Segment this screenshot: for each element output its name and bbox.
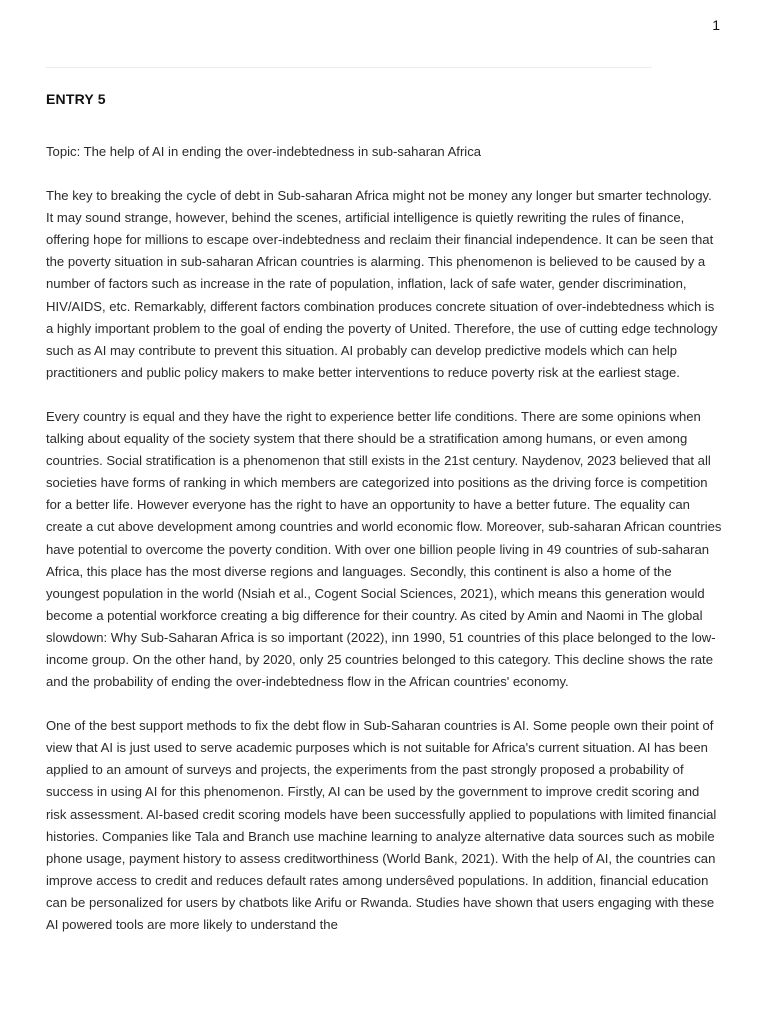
body-paragraph-3: One of the best support methods to fix the debt flow in Sub-Saharan countries is AI. Some people own their point of view that AI is just used to serve academic purposes which is not suitable for Africa's current situation. AI has been applied to an amount of surveys and projects, the experiments from the past strongly proposed a probability of success in using AI for this phenomenon. Firstly, AI can be used by the government to improve credit scoring and risk assessment. AI-based credit scoring models have been successfully applied to populations with limited financial histories. Companies like Tala and Branch use machine learning to analyze alternative data sources such as mobile phone usage, payment history to assess creditworthiness (World Bank, 2021). With the help of AI, the countries can improve access to credit and reduces default rates among undersêved populations. In addition, financial education can be personalized for users by chatbots like Arifu or Rwanda. Studies have shown that users engaging with these AI powered tools are more likely to understand the: [46, 718, 717, 932]
body-paragraph-2: Every country is equal and they have the right to experience better life conditions. There are some opinions when talking about equality of the society system that there should be a stratification among humans, or even among countries. Social stratification is a phenomenon that still exists in the 21st century. Naydenov, 2023 believed that all societies have forms of ranking in which members are categorized into positions as the driving force is competition for a better life. However everyone has the right to have an opportunity to have a better future. The equality can create a cut above development among countries and world economic flow. Moreover, sub-saharan African countries have potential to overcome the poverty condition. With over one billion people living in 49 countries of sub-saharan Africa, this place has the most diverse regions and languages. Secondly, this continent is also a home of the youngest population in the world (Nsiah et al., Cogent Social Sciences, 2021), which means this generation would become a potential workforce creating a big difference for their country. As cited by Amin and Naomi in The global slowdown: Why Sub-Saharan Africa is so important (2022), inn 1990, 51 countries of this place belonged to the low-income group. On the other hand, by 2020, only 25 countries belonged to this category. This decline shows the rate and the probability of ending the over-indebtedness flow in the African countries' economy.: [46, 408, 722, 690]
page-number: 1: [712, 17, 720, 33]
header-divider: [46, 67, 652, 68]
entry-title: ENTRY 5: [46, 91, 106, 107]
entry-body: [46, 141, 722, 958]
body-paragraph-1: The key to breaking the cycle of debt in Sub-saharan Africa might not be money any longer but smarter technology. It may sound strange, however, behind the scenes, artificial intelligence is quietly rewriting the rules of finance, offering hope for millions to escape over-indebtedness and reclaim their financial independence. It can be seen that the poverty situation in sub-saharan African countries is alarming. This phenomenon is believed to be caused by a number of factors such as increase in the rate of population, inflation, lack of safe water, gender discrimination, HIV/AIDS, etc. Remarkably, different factors combination produces concrete situation of over-indebtedness which is a highly important problem to the goal of ending the poverty of United. Therefore, the use of cutting edge technology such as AI may contribute to prevent this situation. AI probably can develop predictive models which can help practitioners and public policy makers to make better interventions to reduce poverty risk at the earliest stage.: [46, 188, 718, 380]
entry-topic: Topic: The help of AI in ending the over-indebtedness in sub-saharan Africa: [46, 144, 482, 159]
